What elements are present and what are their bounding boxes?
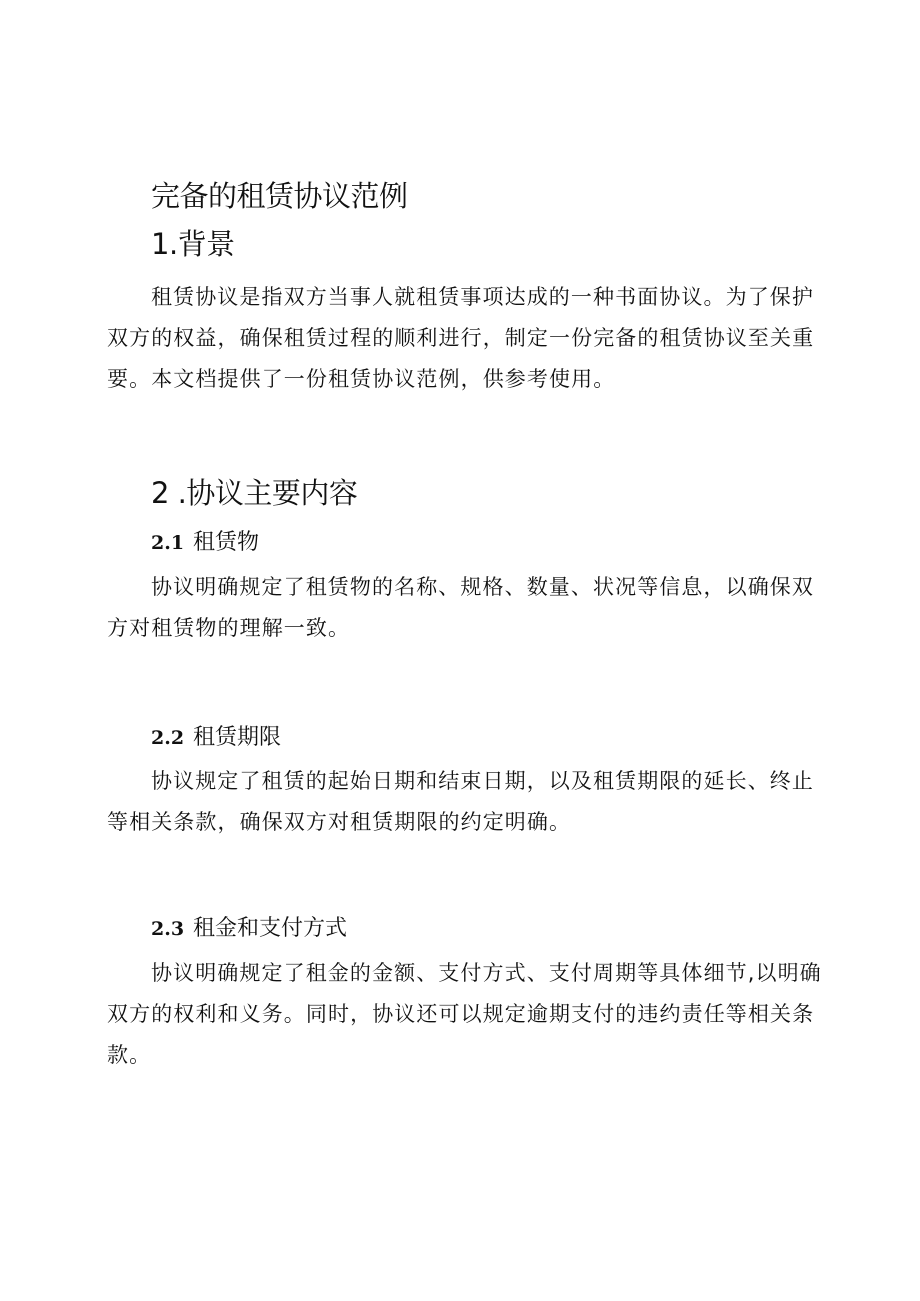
paragraph-line: 款。 xyxy=(107,1043,152,1067)
section-1-paragraph xyxy=(107,277,815,400)
subsection-2-1-paragraph xyxy=(107,567,812,649)
paragraph-line: 协议规定了租赁的起始日期和结束日期，以及租赁期限的延长、终止 xyxy=(151,769,814,793)
subsection-2-2-paragraph xyxy=(107,761,812,843)
paragraph-line: 双方的权利和义务。同时，协议还可以规定逾期支付的违约责任等相关条 xyxy=(107,1002,815,1026)
paragraph-line: 双方的权益，确保租赁过程的顺利进行，制定一份完备的租赁协议至关重 xyxy=(107,326,815,350)
document-title: 完备的租赁协议范例 xyxy=(151,179,408,213)
subsection-number: 2.1 xyxy=(151,532,185,554)
paragraph-line: 等相关条款，确保双方对租赁期限的约定明确。 xyxy=(107,810,572,834)
subsection-title: 租赁期限 xyxy=(193,725,282,750)
paragraph-line: 要。本文档提供了一份租赁协议范例，供参考使用。 xyxy=(107,367,616,391)
subsection-2-1-heading xyxy=(151,525,259,556)
paragraph-line: 方对租赁物的理解一致。 xyxy=(107,616,351,640)
subsection-2-3-paragraph xyxy=(107,953,822,1076)
paragraph-line: 协议明确规定了租金的金额、支付方式、支付周期等具体细节,以明确 xyxy=(151,961,822,985)
subsection-title: 租赁物 xyxy=(193,530,260,555)
subsection-number: 2.2 xyxy=(151,727,185,749)
subsection-2-3-heading xyxy=(151,911,347,942)
section-1-heading: 1.背景 xyxy=(151,227,235,261)
subsection-number: 2.3 xyxy=(151,918,185,940)
subsection-title: 租金和支付方式 xyxy=(193,916,348,941)
section-2-heading: 2 .协议主要内容 xyxy=(151,476,358,510)
paragraph-line: 协议明确规定了租赁物的名称、规格、数量、状况等信息，以确保双 xyxy=(151,575,814,599)
subsection-2-2-heading xyxy=(151,720,281,751)
paragraph-line: 租赁协议是指双方当事人就租赁事项达成的一种书面协议。为了保护 xyxy=(151,285,814,309)
